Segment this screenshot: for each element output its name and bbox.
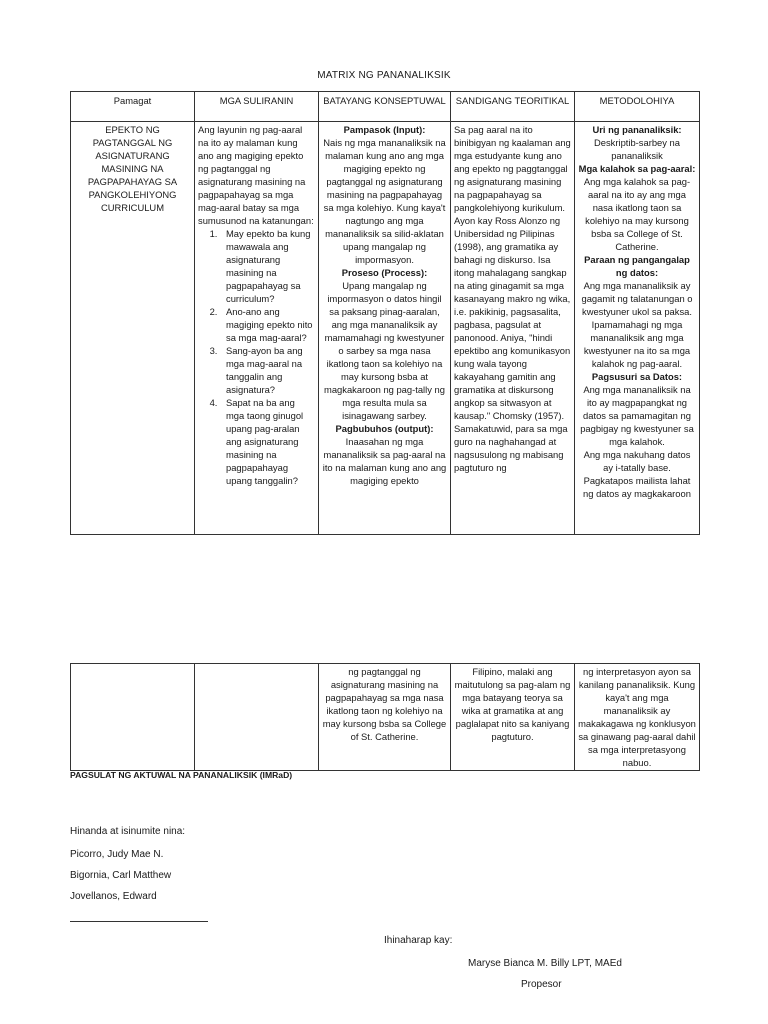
cell-metodolohiya — [575, 122, 700, 535]
kalahok-text: Ang mga kalahok sa pag-aaral na ito ay ang mga nasa ikatlong taon sa kolehiyo na may kursong bsba sa College of St. Catherine. — [583, 176, 691, 252]
output-text: Inaasahan ng mga mananaliksik sa pag-aaral na ito na malaman kung ano ang magiging epekto — [322, 436, 447, 486]
research-matrix-table-continued — [70, 663, 700, 771]
cell-sandigan: Sa pag aaral na ito binibigyan ng kaalaman ang mga estudyante kung ano ang epekto ng paggtanggal ng asignaturang masining na pagpapahayag sa pangkolehiyong kurikulum. Ayon kay Ross Alonzo ng Unibersidad ng Pilipinas (1998), ang gramatika ay bahagi ng diskurso. Isa itong mahalagang sangkap na ating ginagamit sa mga kasanayang makro ng wika, i.e. pakikinig, pagsasalita, pagbasa, pagsulat at panonood. Aniya, "hindi epektibo ang komunikasyon kung wala tayong kakayahang gamitin ang gramatika at diskursong angkop sa sitwasyon at kausap." Chomsky (1957). Samakatuwid, para sa mga guro na naghahangad at nagsusulong ng mabisang pagtuturo ng — [451, 122, 575, 535]
section-heading: PAGSULAT NG AKTUWAL NA PANANALIKSIK (IMRaD) — [70, 770, 293, 780]
cell-pamagat-empty — [71, 664, 195, 771]
author-name: Picorro, Judy Mae N. — [70, 849, 164, 860]
paraan-text: Ipamamahagi ng mga mananaliksik ang mga kwestyuner na ito sa mga kalahok ng pag-aaral. — [583, 319, 691, 369]
paraan-label: Paraan ng pangangalap ng datos: — [584, 254, 690, 278]
cell-suliranin-empty — [195, 664, 319, 771]
suliranin-intro: Ang layunin ng pag-aaral na ito ay malaman kung ano ang magiging epekto ng pagtanggal ng asignaturang masining na pagpapahayag sa mga mag-aaral batay sa mga sumusunod na katanungan: — [198, 124, 314, 226]
table-row — [71, 122, 700, 535]
cell-metodolohiya: ng interpretasyon ayon sa kanilang pananaliksik. Kung kaya't ang mga mananaliksik ay makakagawa ng konklusyon sa ginawang pag-aaral dahil sa mga interpretasyong nabuo. — [575, 664, 700, 771]
cell-suliranin — [195, 122, 319, 535]
process-label: Proseso (Process): — [341, 267, 428, 278]
author-name: Jovellanos, Edward — [70, 891, 157, 902]
column-header-sandigan: SANDIGANG TEORITIKAL — [451, 92, 575, 122]
list-item: 4. Sapat na ba ang mga taong ginugol upang pag-aralan ang asignaturang masining na pagpapahayag upang tanggalin? — [220, 396, 315, 487]
list-item: 3. Sang-ayon ba ang mga mag-aaral na tanggalin ang asignatura? — [220, 344, 315, 396]
table-row — [71, 664, 700, 771]
list-item: 1. May epekto ba kung mawawala ang asignaturang masining na pagpapahayag sa curriculum? — [220, 227, 315, 305]
cell-batayan: ng pagtanggal ng asignaturang masining na pagpapahayag sa mga nasa ikatlong taon ng kolehiyo na may kursong bsba sa College of St. Catherine. — [319, 664, 451, 771]
author-name: Bigornia, Carl Matthew — [70, 870, 172, 881]
kalahok-label: Mga kalahok sa pag-aaral: — [578, 163, 696, 174]
pagsusuri-text: Ang mga mananaliksik na ito ay magpapangkat ng datos sa pamamagitan ng pagbigay ng kwestyuner sa mga kalahok. — [580, 384, 694, 447]
input-text: Nais ng mga mananaliksik na malaman kung ano ang mga magiging epekto ng pagtanggal ng asignaturang masining na pagpapahayag sa mga kolehiyo. Kung kaya't nagtungo ang mga mananaliksik sa silid-aklatan upang mangalap ng impormasyon. — [323, 137, 446, 265]
column-header-batayan: BATAYANG KONSEPTUWAL — [319, 92, 451, 122]
uri-text: Deskriptib-sarbey na pananaliksik — [594, 137, 680, 161]
document-title: MATRIX NG PANANALIKSIK — [317, 70, 451, 81]
paraan-text: Ang mga mananaliksik ay gagamit ng talatanungan o kwestyuner ukol sa paksa. — [581, 280, 693, 317]
cell-sandigan: Filipino, malaki ang maitutulong sa pag-alam ng mga batayang teorya sa wika at gramatika at ang paglalapat nito sa kaniyang pagtuturo. — [451, 664, 575, 771]
uri-label: Uri ng pananaliksik: — [592, 124, 682, 135]
column-header-metodolohiya: METODOLOHIYA — [575, 92, 700, 122]
pagsusuri-text: Ang mga nakuhang datos ay i-tatally base. — [583, 449, 691, 473]
research-matrix-table — [70, 91, 700, 535]
presented-label: Ihinaharap kay: — [384, 935, 453, 946]
pagsusuri-label: Pagsusuri sa Datos: — [591, 371, 683, 382]
list-item: 2. Ano-ano ang magiging epekto nito sa mga mag-aaral? — [220, 305, 315, 344]
input-label: Pampasok (Input): — [343, 124, 426, 135]
cell-batayan — [319, 122, 451, 535]
prepared-label: Hinanda at isinumite nina: — [70, 826, 186, 837]
output-label: Pagbubuhos (output): — [335, 423, 434, 434]
table-header-row — [71, 92, 700, 122]
professor-title: Propesor — [521, 979, 562, 990]
suliranin-list — [198, 227, 315, 487]
signature-line — [70, 921, 208, 922]
column-header-pamagat: Pamagat — [71, 92, 195, 122]
column-header-suliranin: MGA SULIRANIN — [195, 92, 319, 122]
professor-name: Maryse Bianca M. Billy LPT, MAEd — [468, 958, 622, 969]
cell-pamagat: EPEKTO NG PAGTANGGAL NG ASIGNATURANG MASINING NA PAGPAPAHAYAG SA PANGKOLEHIYONG CURRICULUM — [71, 122, 195, 535]
pagsusuri-text: Pagkatapos mailista lahat ng datos ay magkakaroon — [583, 475, 691, 499]
process-text: Upang mangalap ng impormasyon o datos hingil sa paksang pinag-aaralan, ang mga mananaliksik ay mamamahagi ng kwestyuner o sarbey sa mga nasa ikatlong taon sa kolehiyo na may kursong bsba at magkakaroon ng pag-tally ng mga resulta mula sa isinagawang sarbey. — [324, 280, 445, 421]
